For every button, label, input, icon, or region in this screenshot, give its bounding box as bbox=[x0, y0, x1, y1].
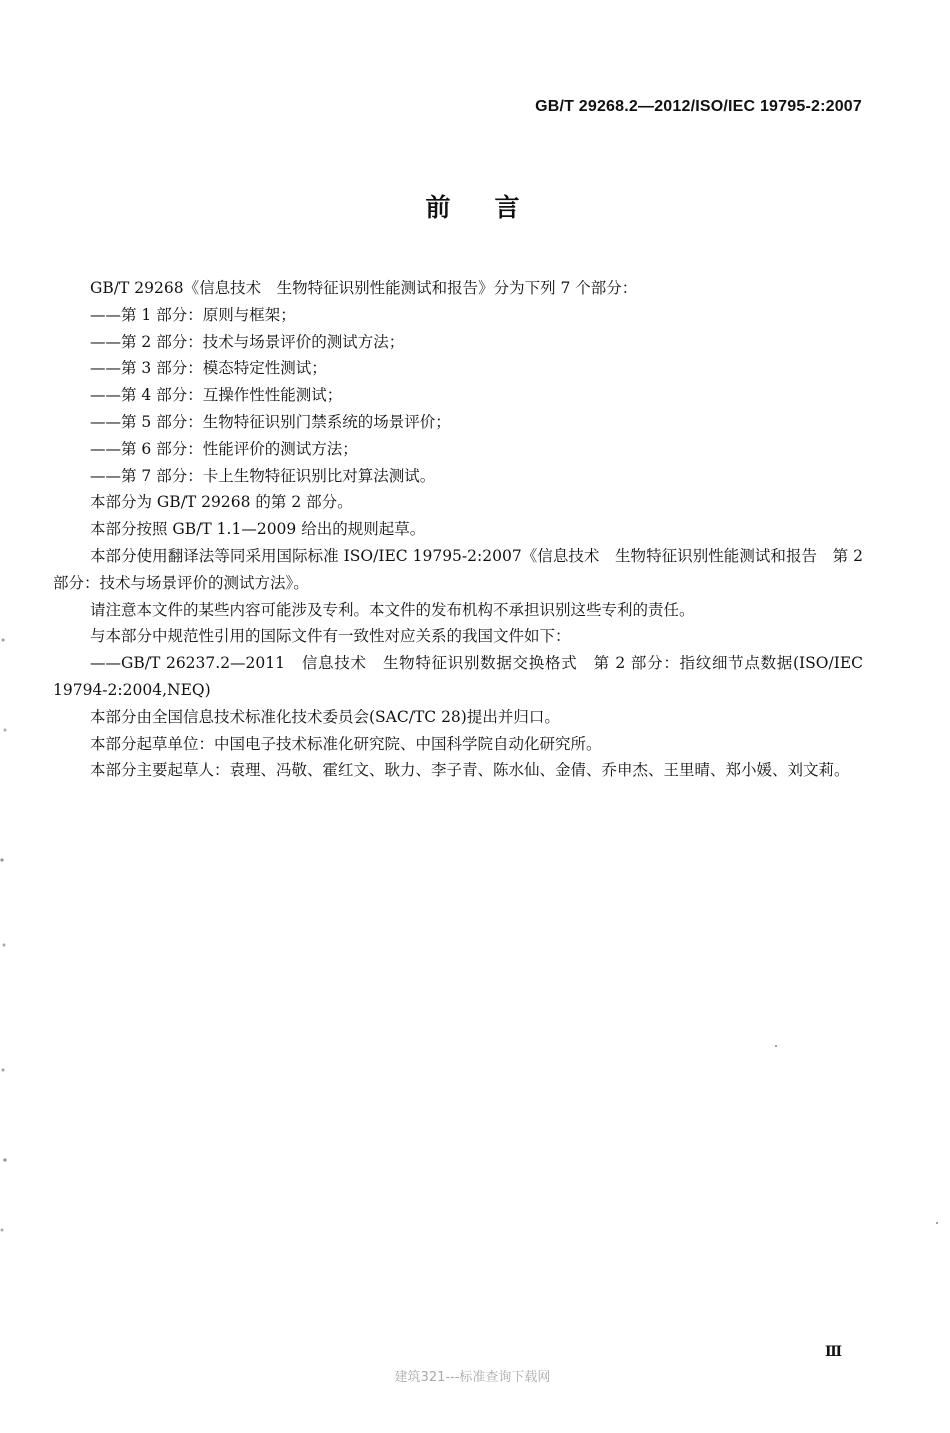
page-title: 前言 bbox=[425, 193, 564, 222]
watermark-text: 建筑321---标准查询下载网 bbox=[394, 1370, 551, 1385]
part-list-item: ——第 6 部分：性能评价的测试方法； bbox=[90, 439, 358, 458]
standard-code: GB/T 29268.2—2012/ISO/IEC 19795-2:2007 bbox=[535, 98, 862, 115]
drafting-units-paragraph: 本部分起草单位：中国电子技术标准化研究院、中国科学院自动化研究所。 bbox=[90, 734, 602, 753]
part-list-item: ——第 7 部分：卡上生物特征识别比对算法测试。 bbox=[90, 466, 436, 485]
drafters-paragraph: 本部分主要起草人：袁理、冯敬、霍红文、耿力、李子青、陈水仙、金倩、乔申杰、王里晴、郑小媛、刘文莉。 bbox=[90, 761, 850, 780]
scan-edge-noise bbox=[0, 600, 10, 1260]
proposed-by-paragraph: 本部分由全国信息技术标准化技术委员会(SAC/TC 28)提出并归口。 bbox=[90, 707, 560, 726]
scan-speck bbox=[775, 1045, 777, 1047]
part-list-item: ——第 1 部分：原则与框架； bbox=[90, 305, 296, 324]
drafting-rules-paragraph: 本部分按照 GB/T 1.1—2009 给出的规则起草。 bbox=[90, 520, 426, 539]
part-list-item: ——第 4 部分：互操作性性能测试； bbox=[90, 386, 343, 405]
translation-paragraph: 本部分使用翻译法等同采用国际标准 ISO/IEC 19795-2:2007《信息技术 生物特征识别性能测试和报告 第 2 部分：技术与场景评价的测试方法》。 bbox=[53, 546, 863, 592]
patent-paragraph: 请注意本文件的某些内容可能涉及专利。本文件的发布机构不承担识别这些专利的责任。 bbox=[90, 600, 695, 619]
part-list-item: ——第 5 部分：生物特征识别门禁系统的场景评价； bbox=[90, 412, 451, 431]
part-list-item: ——第 2 部分：技术与场景评价的测试方法； bbox=[90, 332, 405, 351]
intro-paragraph: GB/T 29268《信息技术 生物特征识别性能测试和报告》分为下列 7 个部分： bbox=[90, 279, 638, 297]
part-list-item: ——第 3 部分：模态特定性测试； bbox=[90, 359, 327, 378]
part-of-paragraph: 本部分为 GB/T 29268 的第 2 部分。 bbox=[90, 493, 353, 512]
consistency-paragraph: 与本部分中规范性引用的国际文件有一致性对应关系的我国文件如下： bbox=[90, 627, 571, 646]
reference-paragraph: ——GB/T 26237.2—2011 信息技术 生物特征识别数据交换格式 第 2 部分：指纹细节点数据(ISO/IEC 19794-2:2004,NEQ) bbox=[53, 654, 863, 699]
foreword-body bbox=[53, 275, 863, 784]
scan-speck bbox=[936, 1222, 938, 1224]
page-number: Ⅲ bbox=[825, 1344, 843, 1360]
